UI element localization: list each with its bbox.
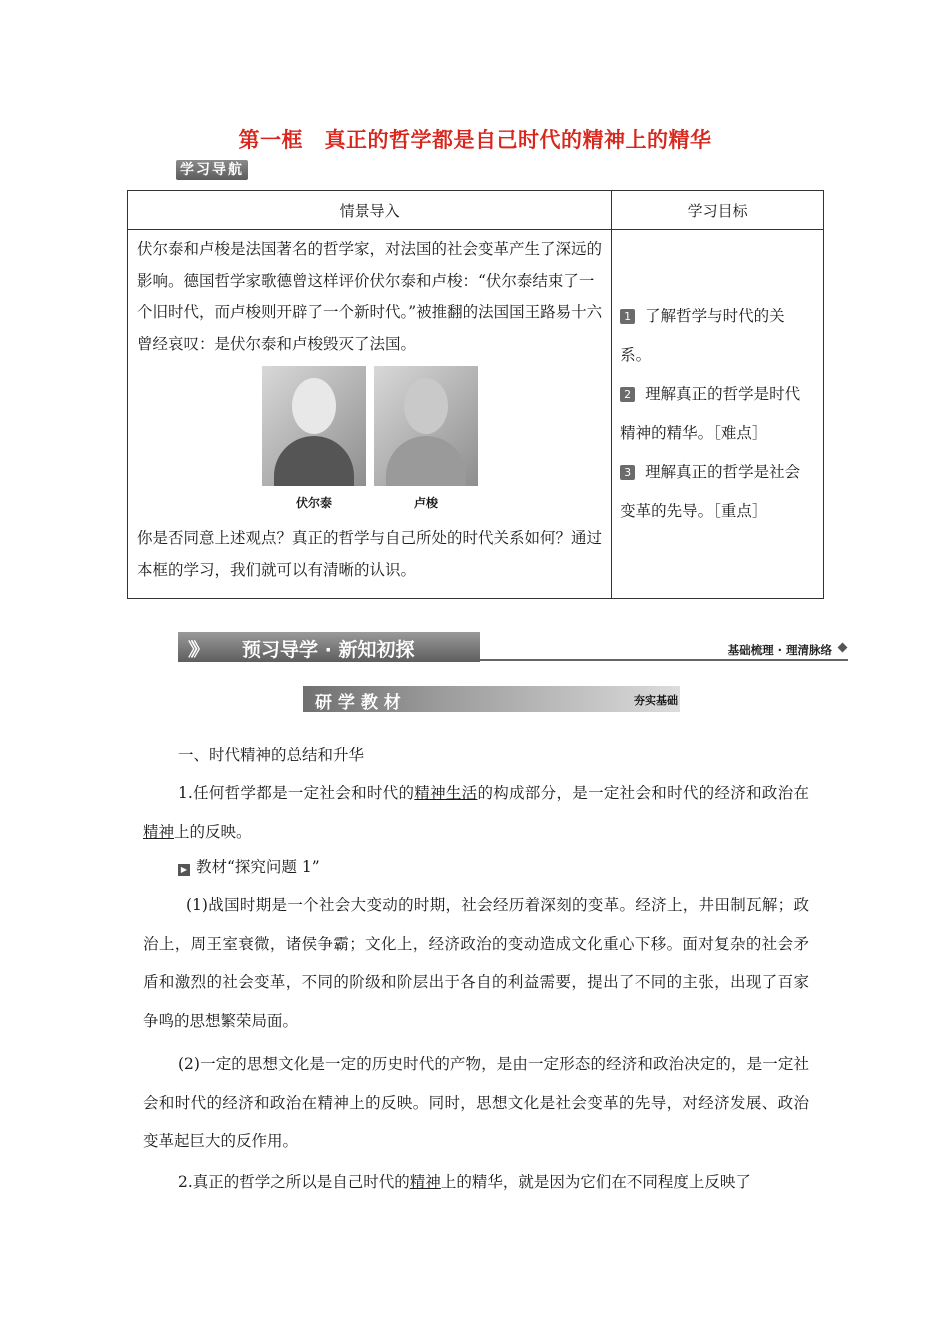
sub-banner xyxy=(303,686,680,712)
rousseau-image xyxy=(374,366,478,486)
goal-number-icon: 1 xyxy=(620,309,635,324)
textbook-marker-text: 教材“探究问题 1” xyxy=(196,858,320,876)
study-guide-table xyxy=(127,190,824,599)
banner-title: 预习导学 · 新知初探 xyxy=(242,639,415,661)
section-heading: 一、时代精神的总结和升华 xyxy=(178,746,365,764)
goal-text: 理解真正的哲学是社会变革的先导。［重点］ xyxy=(620,463,801,520)
study-guide-tag: 学习导航 xyxy=(176,160,248,180)
banner-bar xyxy=(178,632,480,662)
banner-subtitle: 基础梳理 · 理清脉络 xyxy=(727,643,832,657)
voltaire-image xyxy=(262,366,366,486)
underlined-term: 精神生活 xyxy=(414,784,478,802)
paragraph-3: (2)一定的思想文化是一定的历史时代的产物，是由一定形态的经济和政治决定的，是一定社会和时代的经济和政治在精神上的反映。同时，思想文化是社会变革的先导，对经济发展、政治变革起巨大的反作用。 xyxy=(143,1055,809,1150)
goal-number-icon: 3 xyxy=(620,465,635,480)
section-banner xyxy=(178,632,848,662)
intro-cell xyxy=(128,230,612,599)
diamond-icon xyxy=(838,643,848,653)
page-title: 第一框 真正的哲学都是自己时代的精神上的精华 xyxy=(238,128,712,152)
rousseau-portrait xyxy=(374,366,478,511)
intro-column-header: 情景导入 xyxy=(128,191,612,230)
sub-banner-subtitle: 夯实基础 xyxy=(634,694,678,707)
sub-banner-title: 研 学 教 材 xyxy=(315,693,401,713)
banner-divider xyxy=(480,659,848,661)
textbook-marker xyxy=(178,848,844,887)
double-chevron-icon: 》》 xyxy=(188,640,203,661)
paragraph-4: 2.真正的哲学之所以是自己时代的精神上的精华，就是因为它们在不同程度上反映了 xyxy=(178,1173,751,1191)
intro-text: 伏尔泰和卢梭是法国著名的哲学家，对法国的社会变革产生了深远的影响。德国哲学家歌德曾这样评价伏尔泰和卢梭：“伏尔泰结束了一个旧时代，而卢梭则开辟了一个新时代。”被推翻的法国国王路易十六曾经哀叹：是伏尔泰和卢梭毁灭了法国。 xyxy=(137,240,603,353)
rousseau-caption: 卢梭 xyxy=(414,496,439,510)
portraits xyxy=(137,366,603,511)
underlined-term: 精神 xyxy=(143,822,175,841)
voltaire-caption: 伏尔泰 xyxy=(296,496,333,510)
goal-text: 理解真正的哲学是时代精神的精华。［难点］ xyxy=(620,385,801,442)
voltaire-portrait xyxy=(262,366,366,511)
goal-item xyxy=(620,453,815,531)
play-triangle-icon: ▶ xyxy=(178,864,190,876)
question-text: 你是否同意上述观点？真正的哲学与自己所处的时代关系如何？通过本框的学习，我们就可以有清晰的认识。 xyxy=(137,529,603,579)
paragraph-2: (1)战国时期是一个社会大变动的时期，社会经历着深刻的变革。经济上，井田制瓦解；政治上，周王室衰微，诸侯争霸；文化上，经济政治的变动造成文化重心下移。面对复杂的社会矛盾和激烈的社会变革，不同的阶级和阶层出于各自的利益需要，提出了不同的主张，出现了百家争鸣的思想繁荣局面。 xyxy=(143,896,809,1030)
underlined-term: 精神 xyxy=(409,1173,441,1191)
goal-item xyxy=(620,297,815,375)
goals-column-header: 学习目标 xyxy=(612,191,824,230)
goal-text: 了解哲学与时代的关系。 xyxy=(620,307,785,364)
paragraph-1: 1.任何哲学都是一定社会和时代的精神生活的构成部分，是一定社会和时代的经济和政治在精神上的反映。 xyxy=(143,784,809,841)
goal-item xyxy=(620,375,815,453)
goal-number-icon: 2 xyxy=(620,387,635,402)
goals-cell xyxy=(612,230,824,599)
